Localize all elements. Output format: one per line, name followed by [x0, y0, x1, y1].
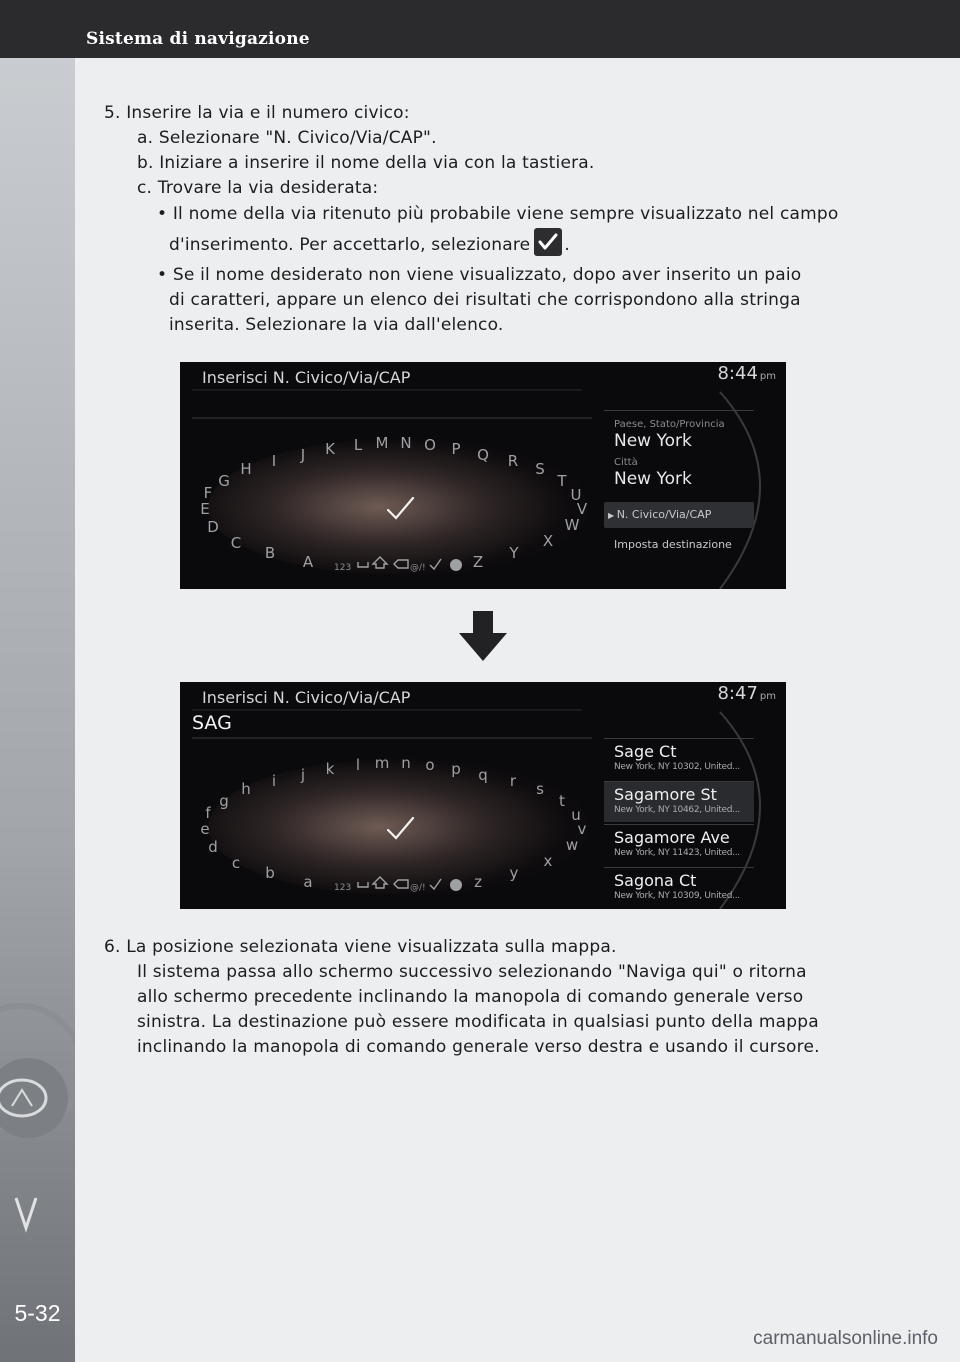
key-f[interactable]: F: [203, 484, 213, 502]
key-t[interactable]: T: [557, 472, 567, 490]
key-s[interactable]: s: [536, 780, 544, 798]
key-l[interactable]: l: [355, 756, 361, 774]
result-name: Sagamore St: [614, 785, 717, 804]
key-k[interactable]: K: [325, 440, 335, 458]
search-input[interactable]: SAG: [192, 712, 232, 734]
step5-bullet-2: • Se il nome desiderato non viene visualizzato, dopo aver inserito un paio: [157, 265, 802, 285]
key-y[interactable]: Y: [509, 544, 519, 562]
key-y[interactable]: y: [509, 864, 519, 882]
key-o[interactable]: o: [425, 756, 435, 774]
country-label: Paese, Stato/Provincia: [614, 419, 725, 430]
result-item[interactable]: [604, 738, 754, 779]
key-n[interactable]: N: [400, 434, 412, 452]
result-name: Sagamore Ave: [614, 828, 730, 847]
key-n[interactable]: n: [401, 754, 411, 772]
key-f[interactable]: f: [205, 804, 211, 822]
key-k[interactable]: k: [325, 760, 335, 778]
step5-accept-line: [169, 234, 570, 256]
key-s[interactable]: S: [535, 460, 545, 478]
clock-time: 8:47: [717, 683, 758, 704]
key-p[interactable]: P: [451, 440, 461, 458]
result-name: Sage Ct: [614, 742, 677, 761]
clock-time: 8:44: [717, 363, 758, 384]
section-title: Sistema di navigazione: [86, 29, 310, 49]
side-strip: [0, 58, 75, 1362]
watermark: carmanualsonline.info: [753, 1328, 938, 1349]
accept-text-end: .: [564, 235, 570, 255]
numeric-key[interactable]: 123: [334, 883, 352, 893]
key-d[interactable]: d: [208, 838, 218, 856]
step5-bullet-2-end: inserita. Selezionare la via dall'elenco.: [169, 315, 504, 335]
key-a[interactable]: a: [303, 873, 313, 891]
accept-text: d'inserimento. Per accettarlo, selezionare: [169, 235, 531, 255]
checkmark-icon: [534, 228, 562, 256]
clock: [717, 683, 776, 704]
symbol-key[interactable]: @/!: [410, 883, 426, 893]
key-m[interactable]: M: [375, 434, 389, 452]
page-number: 5-32: [14, 1300, 61, 1326]
key-h[interactable]: h: [241, 780, 251, 798]
key-d[interactable]: D: [207, 518, 219, 536]
step6-line-5: inclinando la manopola di comando generale verso destra e usando il cursore.: [137, 1037, 820, 1057]
key-x[interactable]: x: [543, 852, 553, 870]
key-v[interactable]: V: [576, 500, 588, 518]
step6-line-2: Il sistema passa allo schermo successivo selezionando "Naviga qui" o ritorna: [137, 962, 807, 982]
key-e[interactable]: e: [200, 820, 210, 838]
key-z[interactable]: Z: [472, 553, 484, 571]
clock-ampm: pm: [759, 691, 776, 702]
key-e[interactable]: E: [200, 500, 210, 518]
panel-country[interactable]: [604, 410, 754, 491]
step5-line-b: b. Iniziare a inserire il nome della via con la tastiera.: [137, 153, 595, 173]
result-detail: New York, NY 10302, United...: [614, 762, 740, 772]
key-j[interactable]: J: [300, 446, 306, 464]
key-q[interactable]: Q: [477, 446, 489, 464]
key-b[interactable]: b: [265, 864, 275, 882]
key-w[interactable]: w: [565, 836, 579, 854]
step5-bullet-2-cont: di caratteri, appare un elenco dei risultati che corrispondono alla stringa: [169, 290, 801, 310]
step5-line-1: 5. Inserire la via e il numero civico:: [104, 103, 410, 123]
clock: [717, 363, 776, 384]
numeric-key[interactable]: 123: [334, 563, 352, 573]
result-item[interactable]: [604, 824, 754, 865]
key-c[interactable]: c: [231, 854, 241, 872]
key-t[interactable]: t: [559, 792, 565, 810]
key-i[interactable]: i: [271, 772, 277, 790]
screen-title: Inserisci N. Civico/Via/CAP: [202, 368, 411, 387]
key-a[interactable]: A: [302, 553, 314, 571]
key-g[interactable]: G: [218, 472, 230, 490]
result-detail: New York, NY 10462, United...: [614, 805, 740, 815]
page-header: [0, 0, 960, 58]
step5-line-a: a. Selezionare "N. Civico/Via/CAP".: [137, 128, 437, 148]
key-b[interactable]: B: [264, 544, 276, 562]
result-item[interactable]: [604, 781, 754, 822]
result-name: Sagona Ct: [614, 871, 697, 890]
globe-key-icon[interactable]: [450, 879, 462, 891]
clock-ampm: pm: [759, 371, 776, 382]
step6-line-4: sinistra. La destinazione può essere modificata in qualsiasi punto della mappa: [137, 1012, 819, 1032]
key-r[interactable]: r: [509, 772, 517, 790]
result-detail: New York, NY 10309, United...: [614, 891, 740, 901]
steering-wheel-graphic: [0, 58, 75, 1362]
panel-set-destination[interactable]: [604, 535, 754, 559]
key-q[interactable]: q: [478, 766, 488, 784]
result-item[interactable]: [604, 867, 754, 908]
arrow-down-icon: [459, 611, 507, 661]
selected-arrow-icon: ▶: [608, 511, 617, 520]
key-x[interactable]: X: [542, 532, 554, 550]
key-z[interactable]: z: [474, 873, 482, 891]
city-value: New York: [614, 469, 692, 489]
key-l[interactable]: L: [353, 436, 363, 454]
set-destination-label: Imposta destinazione: [614, 538, 732, 551]
panel-street-selected[interactable]: [604, 502, 754, 528]
key-v[interactable]: v: [577, 820, 587, 838]
nav-screen-initial: [180, 362, 786, 589]
step5-bullet-1: • Il nome della via ritenuto più probabile viene sempre visualizzato nel campo: [157, 204, 839, 224]
step6-line-1: 6. La posizione selezionata viene visualizzata sulla mappa.: [104, 937, 617, 957]
key-o[interactable]: O: [424, 436, 436, 454]
screen-title: Inserisci N. Civico/Via/CAP: [202, 688, 411, 707]
key-m[interactable]: m: [374, 754, 390, 772]
key-u[interactable]: U: [570, 486, 582, 504]
key-r[interactable]: R: [507, 452, 519, 470]
globe-key-icon[interactable]: [450, 559, 462, 571]
key-w[interactable]: W: [564, 516, 580, 534]
key-j[interactable]: j: [300, 766, 306, 784]
key-c[interactable]: C: [230, 534, 242, 552]
nav-screen-results: [180, 682, 786, 909]
key-u[interactable]: u: [571, 806, 581, 824]
country-value: New York: [614, 431, 692, 451]
selected-label: N. Civico/Via/CAP: [616, 508, 712, 521]
city-label: Città: [614, 457, 638, 468]
symbol-key[interactable]: @/!: [410, 563, 426, 573]
step6-line-3: allo schermo precedente inclinando la manopola di comando generale verso: [137, 987, 804, 1007]
step5-line-c: c. Trovare la via desiderata:: [137, 178, 379, 198]
key-p[interactable]: p: [451, 760, 461, 778]
key-h[interactable]: H: [240, 460, 252, 478]
result-detail: New York, NY 11423, United...: [614, 848, 740, 858]
key-i[interactable]: I: [271, 452, 277, 470]
key-g[interactable]: g: [219, 792, 229, 810]
